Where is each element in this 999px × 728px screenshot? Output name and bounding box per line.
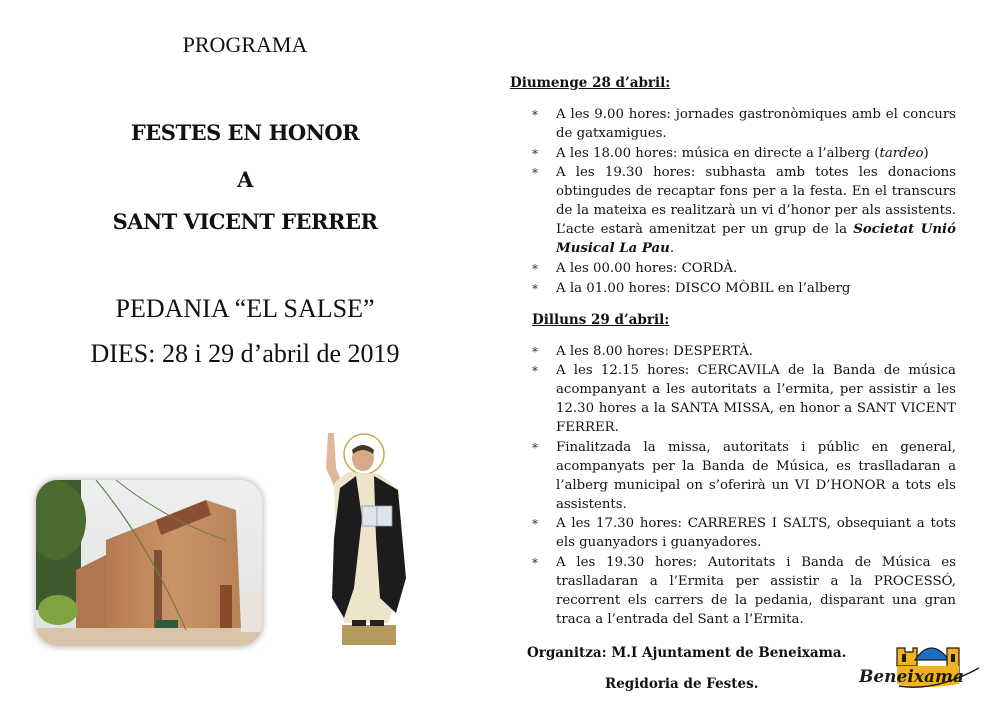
day1-item-3-line-1: A les 19.30 hores: subhasta amb totes les donacions xyxy=(556,165,956,180)
day1-item-5-line-1: A la 01.00 hores: DISCO MÒBIL en l’alberg xyxy=(556,281,851,296)
day1-item-3-line-5-bold: Musical La Pau xyxy=(556,241,670,256)
day2-item-2-line-4: FERRER. xyxy=(556,420,619,435)
beneixama-logo xyxy=(855,638,985,692)
day2-item-2-line-2: acompanyant a les autoritats a l’ermita, per assistir a les xyxy=(556,382,956,397)
day2-item-2-line-1: A les 12.15 hores: CERCAVILA de la Banda de música xyxy=(556,363,956,378)
day1-item-2-close: ) xyxy=(923,146,929,161)
day1-heading: Diumenge 28 d’abril: xyxy=(510,75,671,91)
saint-statue xyxy=(318,428,418,650)
dates-label: DIES: 28 i 29 d’abril de 2019 xyxy=(90,339,400,368)
pedania-label: PEDANIA “EL SALSE” xyxy=(115,294,375,323)
day1-item-3-line-5-post: . xyxy=(669,241,675,256)
programa-label: PROGRAMA xyxy=(182,32,308,57)
day1-item-1-line-1: A les 9.00 hores: jornades gastronòmiques amb el concurs xyxy=(556,107,956,122)
logo-text: Beneixama xyxy=(859,667,964,687)
day2-item-4-line-1: A les 17.30 hores: CARRERES I SALTS, obsequiant a tots xyxy=(556,516,956,531)
title-line-1: FESTES EN HONOR xyxy=(130,120,360,145)
day2-item-3-line-4: assistents. xyxy=(556,497,627,512)
bullet-icon: * xyxy=(532,364,538,378)
organitza-label: Organitza: M.I Ajuntament de Beneixama. xyxy=(527,645,847,661)
day2-item-3-line-3: l’alberg municipal on s’oferirà un VI D’HONOR a tots els xyxy=(556,478,956,493)
bullet-icon: * xyxy=(532,147,538,161)
bullet-icon: * xyxy=(532,282,538,296)
title-line-3: SANT VICENT FERRER xyxy=(112,209,378,234)
day2-heading: Dilluns 29 d’abril: xyxy=(532,312,670,328)
regidoria-label: Regidoria de Festes. xyxy=(605,676,759,692)
day2-item-2-line-3: 12.30 hores a la SANTA MISSA, en honor a SANT VICENT xyxy=(556,401,956,416)
day1-item-1-line-2: de gatxamigues. xyxy=(556,126,667,141)
day2-item-5-line-3: recorrent els carrers de la pedania, disparant una gran xyxy=(556,593,956,608)
day2-item-5-line-1: A les 19.30 hores: Autoritats i Banda de Música es xyxy=(556,555,956,570)
title-line-2: A xyxy=(237,167,253,192)
day1-item-2-italic: tardeo xyxy=(879,146,924,161)
day1-item-3-line-4-bold: Societat Unió xyxy=(853,222,956,237)
church-photo xyxy=(36,480,262,646)
day1-item-3-line-2: obtingudes de recaptar fons per a la festa. En el transcurs xyxy=(556,184,956,199)
day1-item-3-line-4-text: L’acte estarà amenitzat per un grup de la xyxy=(556,222,848,237)
day2-item-4-line-2: els guanyadors i guanyadores. xyxy=(556,535,762,550)
day1-item-2-line-1 xyxy=(556,144,956,163)
bullet-icon: * xyxy=(532,262,538,276)
bullet-icon: * xyxy=(532,556,538,570)
bullet-icon: * xyxy=(532,517,538,531)
day1-item-3-line-3: de la mateixa es realitzarà un vi d’honor per als assistents. xyxy=(556,203,956,218)
day2-item-3-line-2: acompanyats per la Banda de Música, es traslladaran a xyxy=(556,459,956,474)
day1-item-3-line-4 xyxy=(556,220,956,239)
day2-item-5-line-4: traca a l’entrada del Sant a l’Ermita. xyxy=(556,612,804,627)
bullet-icon: * xyxy=(532,441,538,455)
bullet-icon: * xyxy=(532,166,538,180)
day2-item-1-line-1: A les 8.00 hores: DESPERTÀ. xyxy=(556,344,754,359)
day1-item-2-text: A les 18.00 hores: música en directe a l’alberg ( xyxy=(556,146,880,161)
bullet-icon: * xyxy=(532,108,538,122)
bullet-icon: * xyxy=(532,345,538,359)
day1-item-3-line-5 xyxy=(556,239,956,258)
day1-item-4-line-1: A les 00.00 hores: CORDÀ. xyxy=(556,261,738,276)
day2-item-3-line-1: Finalitzada la missa, autoritats i públic en general, xyxy=(556,440,956,455)
day2-item-5-line-2: traslladaran a l’Ermita per assistir a la PROCESSÓ, xyxy=(556,574,956,589)
